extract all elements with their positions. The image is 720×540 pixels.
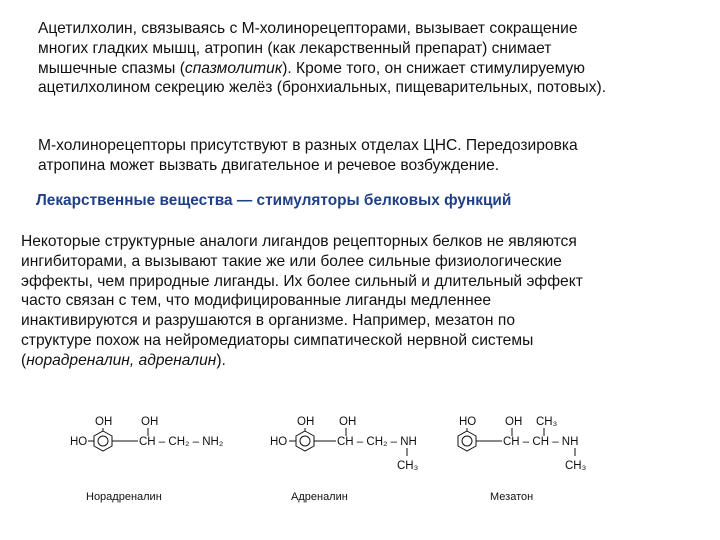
text-fragment: ). Кроме того, он снижает стимулируемую: [282, 59, 585, 77]
text-fragment: инактивируются и разрушаются в организме. Например,: [21, 312, 435, 330]
side-oh: OH: [505, 416, 523, 428]
side-oh: OH: [339, 416, 357, 428]
text-fragment: ).: [216, 351, 226, 369]
text-line: [21, 311, 583, 331]
ring-oh-top: HO: [459, 416, 477, 428]
text-line: М-холинорецепторы присутствуют в разных отделах ЦНС. Передозировка: [38, 137, 578, 154]
ring-oh-top: OH: [95, 416, 113, 428]
text-fragment: (: [21, 351, 27, 369]
text-line: структуре похож на нейромедиаторы симпатической нервной системы: [21, 331, 534, 349]
paragraph-atropine: [38, 19, 606, 98]
text-line: [38, 39, 606, 59]
term-mezaton: мезатон: [434, 312, 494, 330]
side-methyl: CH₃: [536, 416, 558, 428]
ring-oh-top: OH: [297, 416, 315, 428]
text-line: ацетилхолином секрецию желёз (бронхиальных, пищеварительных, потовых).: [38, 79, 607, 97]
ring-oh-left: HO: [270, 436, 288, 448]
text-line: Ацетилхолин, связываясь с М-холинорецепторами, вызывает сокращение: [38, 20, 578, 37]
text-line: Некоторые структурные аналоги лигандов рецепторных белков не являются: [21, 233, 577, 250]
n-methyl: CH₃: [565, 460, 587, 472]
paragraph-cns: [38, 136, 578, 176]
text-fragment: мышечные спазмы (: [38, 59, 185, 77]
caption-noradrenaline: Норадреналин: [86, 491, 162, 503]
ring-oh-left: HO: [70, 436, 88, 448]
text-fragment: (как лекарственный препарат) снимает: [263, 39, 552, 57]
side-chain: CH – CH – NH: [503, 436, 579, 448]
chemical-structures-figure: [0, 395, 720, 535]
text-line: [38, 59, 606, 79]
side-chain: CH – CH₂ – NH: [337, 436, 417, 448]
text-line: часто связан с тем, что модифицированные лиганды медленнее: [21, 292, 492, 310]
caption-adrenaline: Адреналин: [291, 491, 348, 503]
text-line: атропина может вызвать двигательное и речевое возбуждение.: [38, 156, 500, 174]
text-line: эффекты, чем природные лиганды. Их более сильный и длительный эффект: [21, 272, 583, 290]
text-fragment: по: [493, 312, 515, 330]
caption-mezaton: Мезатон: [490, 491, 534, 503]
section-heading: Лекарственные вещества — стимуляторы белковых функций: [36, 192, 512, 209]
structure-noradrenaline: [70, 416, 223, 503]
term-neurotransmitters: норадреналин, адреналин: [26, 351, 217, 369]
term-atropine: атропин: [204, 39, 264, 57]
text-line: ингибиторами, а вызывают такие же или более сильные физиологические: [21, 252, 562, 270]
structure-mezaton: [458, 416, 587, 503]
paragraph-analogs: [21, 232, 583, 371]
n-methyl: CH₃: [397, 460, 419, 472]
side-oh: OH: [141, 416, 159, 428]
structure-adrenaline: [270, 416, 419, 503]
term-spasmolytic: спазмолитик: [184, 59, 283, 77]
side-chain: CH – CH₂ – NH₂: [139, 436, 224, 448]
text-fragment: многих гладких мышц,: [38, 39, 205, 57]
text-line: [21, 351, 583, 371]
